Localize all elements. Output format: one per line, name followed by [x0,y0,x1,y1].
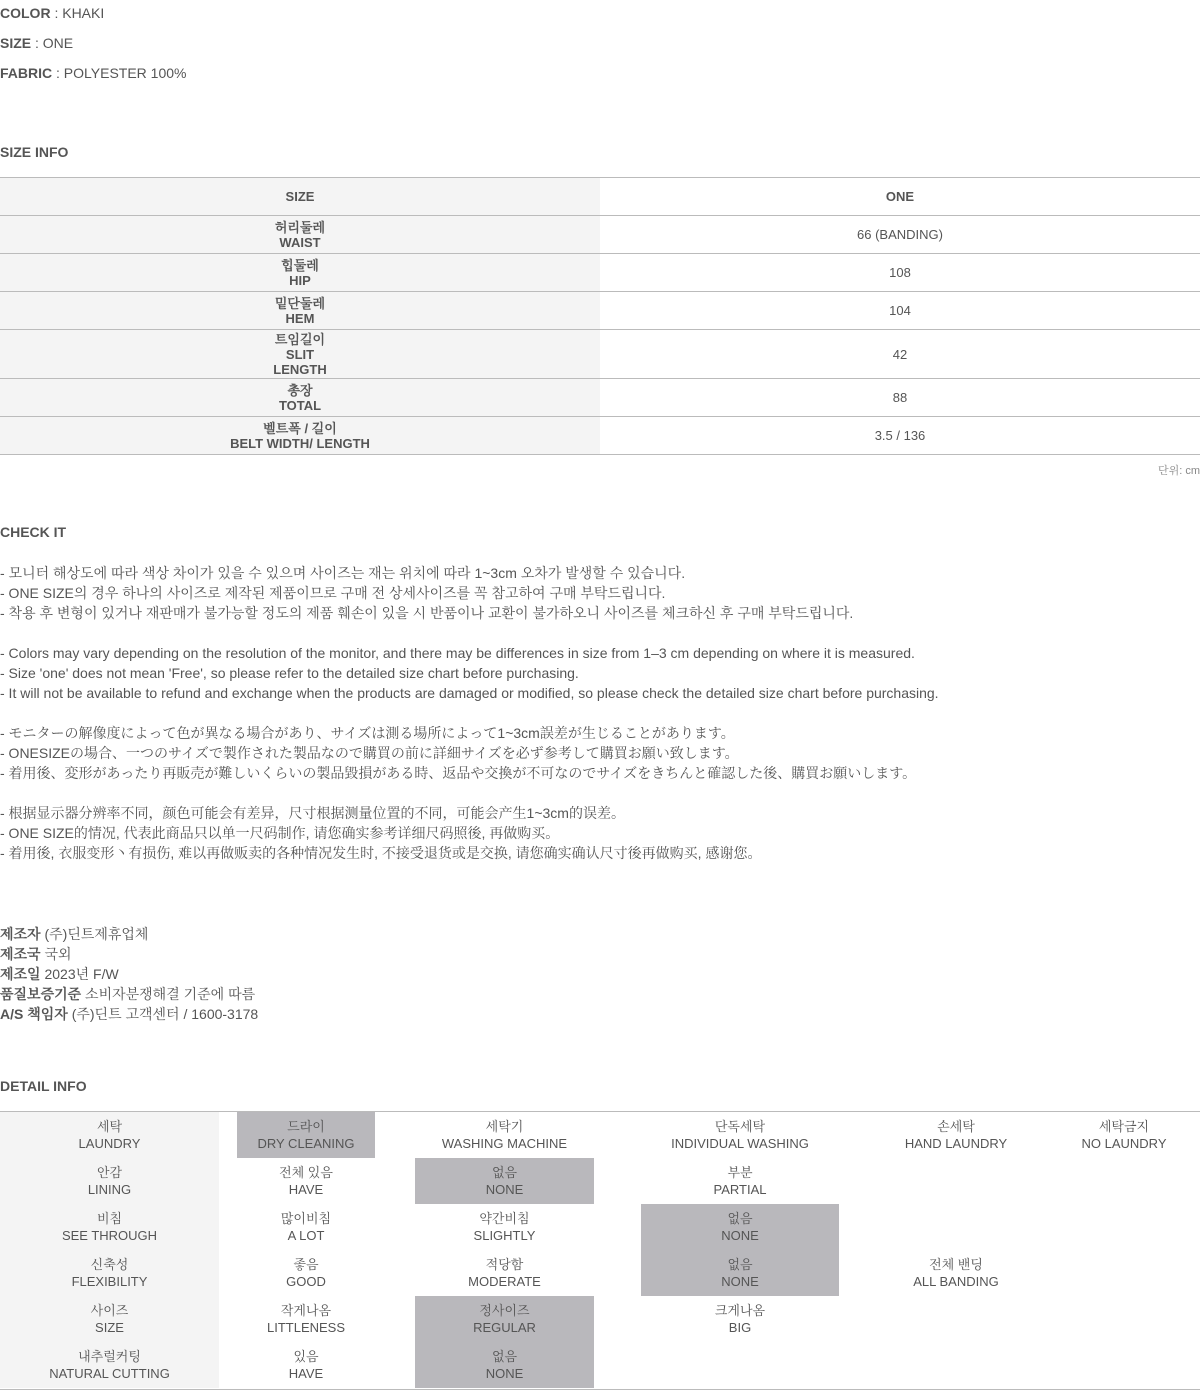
size-info-title: SIZE INFO [0,144,69,160]
size-row-label-en: HEM [285,310,315,326]
detail-option-selected [415,1296,594,1342]
detail-label-ko: 신축성 [90,1257,129,1272]
check-it-title: CHECK IT [0,524,67,540]
size-table-header [0,178,1200,216]
size-row-label-en: TOTAL [278,397,322,413]
detail-label-en: A LOT [287,1228,325,1243]
detail-row-label [0,1296,219,1342]
warranty-line [0,984,255,1004]
size-row-label-en: HIP [289,272,311,288]
detail-label-ko: 손세탁 [937,1119,975,1134]
detail-label-en: NO LAUNDRY [1081,1136,1167,1151]
detail-label-ko: 많이비침 [280,1211,332,1226]
warranty-label: 품질보증기준 [0,986,82,1002]
check-it-line: - 모니터 해상도에 따라 색상 차이가 있을 수 있으며 사이즈는 재는 위치에 따라 1~3cm 오차가 발생할 수 있습니다. [0,565,686,581]
detail-option [415,1204,594,1250]
check-it-spacer [0,623,939,643]
detail-option [1048,1112,1200,1158]
check-it-line: - 착용 후 변형이 있거나 재판매가 불가능할 정도의 제품 훼손이 있을 시 반품이나 교환이 불가하오니 사이즈를 체크하신 후 구매 부탁드립니다. [0,605,854,621]
detail-option [237,1296,375,1342]
date-line [0,964,119,984]
check-it-line: - ONE SIZE의 경우 하나의 사이즈로 제작된 제품이므로 구매 전 상세사이즈를 꼭 참고하여 구매 부탁드립니다. [0,585,666,601]
detail-option-selected [415,1342,594,1388]
size-row-label-en: LENGTH [273,361,327,377]
detail-option [237,1250,375,1296]
detail-label-ko: 약간비침 [479,1211,530,1226]
as-line [0,1004,258,1024]
detail-label-en: SIZE [95,1320,124,1335]
color-value: : KHAKI [50,5,105,21]
detail-row-label [0,1204,219,1250]
detail-label-ko: 부분 [727,1165,753,1180]
detail-label-en: NONE [721,1228,759,1243]
size-row-value: 42 [892,346,908,362]
size-info [0,35,73,51]
size-row-value: 104 [889,303,911,318]
size-row-label [0,216,600,253]
check-it-line: - ONE SIZE的情况, 代表此商品只以单一尺码制作, 请您确实参考详细尺码照後, 再做购买。 [0,825,560,841]
size-row-value: 66 (BANDING) [857,227,943,242]
detail-option [415,1250,594,1296]
size-row-label-en: BELT WIDTH/ LENGTH [230,435,370,451]
color-info [0,5,104,21]
size-row-label-ko: 밑단둘레 [274,295,326,311]
size-row-label-ko: 트임길이 [274,331,326,347]
detail-option-selected [237,1112,375,1158]
size-row-total [0,379,1200,417]
size-row-label-en: SLIT [285,346,315,362]
size-row-value: 108 [889,265,911,280]
size-row-label [0,417,600,454]
detail-label-en: SLIGHTLY [473,1228,536,1243]
detail-option [415,1112,594,1158]
check-it-line: - It will not be available to refund and exchange when the products are damaged or modified, so please check the detailed size chart before purchasing. [0,685,939,701]
detail-label-en: SEE THROUGH [61,1228,158,1243]
manufacturer-line [0,924,148,944]
detail-label-ko: 없음 [727,1211,753,1226]
size-row-label [0,254,600,291]
detail-label-en: PARTIAL [713,1182,767,1197]
detail-option [237,1158,375,1204]
detail-option-selected [641,1204,839,1250]
detail-option-selected [641,1250,839,1296]
check-it-spacer [0,703,939,723]
detail-option [873,1250,1039,1296]
detail-label-en: LITTLENESS [266,1320,346,1335]
fabric-value: : POLYESTER 100% [52,65,187,81]
size-row-label [0,330,600,378]
detail-option [641,1158,839,1204]
size-row-belt [0,417,1200,455]
detail-label-en: HAVE [288,1366,324,1381]
check-it-line: - 着用後、変形があったり再販売が難しいくらいの製品毀損がある時、返品や交換が不可なのでサイズをきちんと確認した後、購買お願いします。 [0,765,917,781]
detail-label-ko: 없음 [491,1165,518,1180]
detail-label-en: DRY CLEANING [257,1136,355,1151]
country-value: 국외 [40,946,72,962]
detail-label-en: FLEXIBILITY [71,1274,148,1289]
size-label: SIZE [0,35,32,51]
manufacturer-label: 제조자 [0,926,41,942]
detail-label-ko: 세탁금지 [1098,1119,1150,1134]
detail-label-ko: 사이즈 [90,1303,129,1318]
size-row-label-ko: 벨트폭 / 길이 [263,420,337,436]
detail-label-ko: 적당함 [485,1257,524,1272]
detail-label-ko: 비침 [96,1211,123,1226]
size-row-waist [0,216,1200,254]
detail-label-en: LINING [87,1182,132,1197]
check-it-line: - 着用後, 衣服变形丶有损伤, 难以再做贩卖的各种情况发生时, 不接受退货或是交换, 请您确实确认尺寸後再做购买, 感谢您。 [0,845,762,861]
detail-label-ko: 좋음 [293,1257,319,1272]
detail-label-en: INDIVIDUAL WASHING [671,1136,809,1151]
detail-label-ko: 정사이즈 [479,1303,530,1318]
check-it-line: - Size 'one' does not mean 'Free', so please refer to the detailed size chart before purchasing. [0,665,579,681]
detail-label-ko: 세탁기 [485,1119,524,1134]
detail-option [237,1342,375,1388]
color-label: COLOR [0,5,51,21]
size-row-label [0,379,600,416]
date-label: 제조일 [0,966,41,982]
detail-label-ko: 없음 [727,1257,753,1272]
manufacturer-value: (주)딘트제휴업체 [40,926,149,942]
detail-label-ko: 단독세탁 [714,1119,766,1134]
detail-label-en: ALL BANDING [913,1274,999,1289]
size-row-label-en: WAIST [279,234,321,250]
detail-label-en: NONE [485,1366,524,1381]
fabric-label: FABRIC [0,65,53,81]
size-row-hem [0,292,1200,330]
detail-label-en: NONE [721,1274,759,1289]
detail-label-ko: 내추럴커팅 [78,1349,141,1364]
check-it-line: - 根据显示器分辨率不同，颜色可能会有差异，尺寸根据测量位置的不同，可能会产生1~3cm的误差。 [0,805,625,821]
size-row-label [0,292,600,329]
detail-label-ko: 있음 [293,1349,319,1364]
detail-label-ko: 세탁 [96,1119,123,1134]
size-header-label: SIZE [0,178,600,215]
detail-label-en: HAVE [288,1182,324,1197]
size-header-value: ONE [885,189,915,204]
detail-row-label [0,1112,219,1158]
detail-label-en: REGULAR [473,1320,536,1335]
country-line [0,944,72,964]
detail-label-ko: 없음 [491,1349,518,1364]
detail-label-en: NONE [485,1182,524,1197]
check-it-notes [0,563,939,863]
detail-label-ko: 안감 [96,1165,123,1180]
size-row-label-ko: 허리둘레 [274,219,326,235]
detail-label-en: WASHING MACHINE [441,1136,568,1151]
size-row-value: 3.5 / 136 [874,428,926,443]
size-row-label-ko: 힙둘레 [281,257,319,273]
detail-option-selected [415,1158,594,1204]
as-label: A/S 책임자 [0,1006,68,1022]
unit-note: 단위: cm [1157,465,1200,477]
detail-label-en: BIG [728,1320,752,1335]
date-value: 2023년 F/W [40,966,119,982]
detail-option [237,1204,375,1250]
detail-row-label [0,1158,219,1204]
detail-label-en: MODERATE [468,1274,541,1289]
detail-option [641,1112,839,1158]
as-value: (주)딘트 고객센터 / 1600-3178 [67,1006,259,1022]
detail-label-en: GOOD [286,1274,326,1289]
fabric-info [0,65,186,81]
check-it-line: - Colors may vary depending on the resolution of the monitor, and there may be differences in size from 1–3 cm depending on where it is measured. [0,645,915,661]
size-row-label-ko: 총장 [287,382,313,398]
detail-label-en: NATURAL CUTTING [49,1366,170,1381]
detail-info-title: DETAIL INFO [0,1078,87,1094]
check-it-spacer [0,783,939,803]
check-it-line: - モニターの解像度によって色が異なる場合があり、サイズは測る場所によって1~3cm誤差が生じることがあります。 [0,725,735,741]
detail-row-label [0,1342,219,1388]
detail-label-ko: 크게나옴 [714,1303,766,1318]
size-value: : ONE [31,35,74,51]
size-row-hip [0,254,1200,292]
detail-label-en: LAUNDRY [78,1136,141,1151]
size-row-value: 88 [892,390,908,405]
detail-label-ko: 전체 있음 [279,1165,333,1180]
detail-label-en: HAND LAUNDRY [904,1136,1008,1151]
detail-table [0,1111,1200,1390]
warranty-value: 소비자분쟁해결 기준에 따름 [81,986,256,1002]
detail-label-ko: 드라이 [287,1119,325,1134]
check-it-line: - ONESIZEの場合、一つのサイズで製作された製品なので購買の前に詳細サイズを必ず参考して購買お願い致します。 [0,745,739,761]
detail-option [641,1296,839,1342]
country-label: 제조국 [0,946,41,962]
detail-label-ko: 작게나옴 [280,1303,332,1318]
size-row-slit [0,330,1200,379]
size-table [0,177,1200,455]
detail-label-ko: 전체 밴딩 [929,1257,983,1272]
detail-option [873,1112,1039,1158]
detail-row-label [0,1250,219,1296]
